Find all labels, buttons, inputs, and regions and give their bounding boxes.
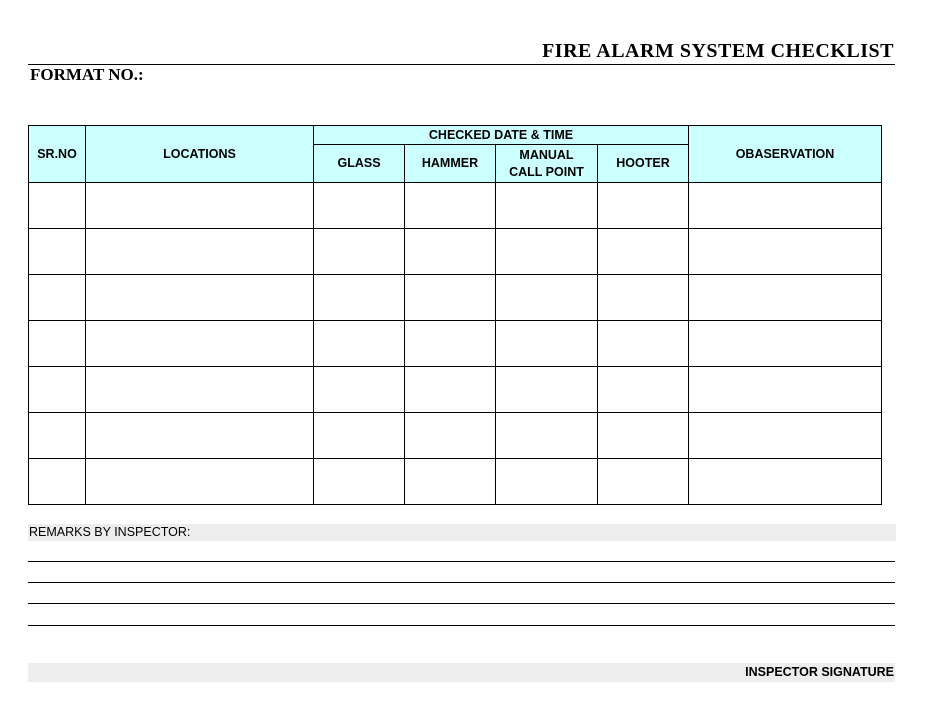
header-locations: LOCATIONS [86,126,314,183]
hammer-cell[interactable] [405,459,496,505]
header-glass: GLASS [314,145,405,183]
format-number-label: FORMAT NO.: [30,65,144,84]
checklist-table [28,125,882,505]
title-divider [28,64,895,65]
sr-no-cell[interactable] [29,275,86,321]
hammer-cell[interactable] [405,275,496,321]
header-manual-call-point [496,145,598,183]
signature-bar [28,663,895,682]
location-cell[interactable] [86,275,314,321]
location-cell[interactable] [86,321,314,367]
header-manual-call-point-line2: CALL POINT [509,164,584,179]
header-hammer: HAMMER [405,145,496,183]
manual-call-point-cell[interactable] [496,367,598,413]
glass-cell[interactable] [314,321,405,367]
location-cell[interactable] [86,367,314,413]
sr-no-cell[interactable] [29,413,86,459]
table-row [29,321,882,367]
location-cell[interactable] [86,229,314,275]
observation-cell[interactable] [689,321,882,367]
sr-no-cell[interactable] [29,183,86,229]
observation-cell[interactable] [689,183,882,229]
manual-call-point-cell[interactable] [496,229,598,275]
glass-cell[interactable] [314,183,405,229]
hooter-cell[interactable] [598,413,689,459]
hammer-cell[interactable] [405,413,496,459]
glass-cell[interactable] [314,367,405,413]
hooter-cell[interactable] [598,459,689,505]
observation-cell[interactable] [689,229,882,275]
sr-no-cell[interactable] [29,367,86,413]
sr-no-cell[interactable] [29,229,86,275]
observation-cell[interactable] [689,459,882,505]
manual-call-point-cell[interactable] [496,183,598,229]
location-cell[interactable] [86,413,314,459]
location-cell[interactable] [86,459,314,505]
hooter-cell[interactable] [598,275,689,321]
header-observation: OBASERVATION [689,126,882,183]
remarks-label: REMARKS BY INSPECTOR: [28,524,896,541]
hooter-cell[interactable] [598,183,689,229]
location-cell[interactable] [86,183,314,229]
inspector-signature-label: INSPECTOR SIGNATURE [745,665,894,679]
header-hooter: HOOTER [598,145,689,183]
header-checked-date-time: CHECKED DATE & TIME [314,126,689,145]
sr-no-cell[interactable] [29,321,86,367]
remarks-line[interactable] [28,603,895,604]
hammer-cell[interactable] [405,321,496,367]
hooter-cell[interactable] [598,229,689,275]
glass-cell[interactable] [314,229,405,275]
header-manual-call-point-line1: MANUAL [519,147,574,162]
manual-call-point-cell[interactable] [496,275,598,321]
manual-call-point-cell[interactable] [496,321,598,367]
observation-cell[interactable] [689,275,882,321]
hammer-cell[interactable] [405,229,496,275]
observation-cell[interactable] [689,367,882,413]
hooter-cell[interactable] [598,367,689,413]
document-title: FIRE ALARM SYSTEM CHECKLIST [542,40,894,62]
manual-call-point-cell[interactable] [496,459,598,505]
table-row [29,229,882,275]
hammer-cell[interactable] [405,367,496,413]
remarks-line[interactable] [28,582,895,583]
table-row [29,183,882,229]
glass-cell[interactable] [314,459,405,505]
manual-call-point-cell[interactable] [496,413,598,459]
observation-cell[interactable] [689,413,882,459]
remarks-line[interactable] [28,625,895,626]
sr-no-cell[interactable] [29,459,86,505]
remarks-line[interactable] [28,561,895,562]
hooter-cell[interactable] [598,321,689,367]
table-row [29,275,882,321]
table-row [29,367,882,413]
checklist-table-body [29,183,882,505]
hammer-cell[interactable] [405,183,496,229]
table-row [29,459,882,505]
glass-cell[interactable] [314,413,405,459]
table-row [29,413,882,459]
header-sr-no: SR.NO [29,126,86,183]
glass-cell[interactable] [314,275,405,321]
